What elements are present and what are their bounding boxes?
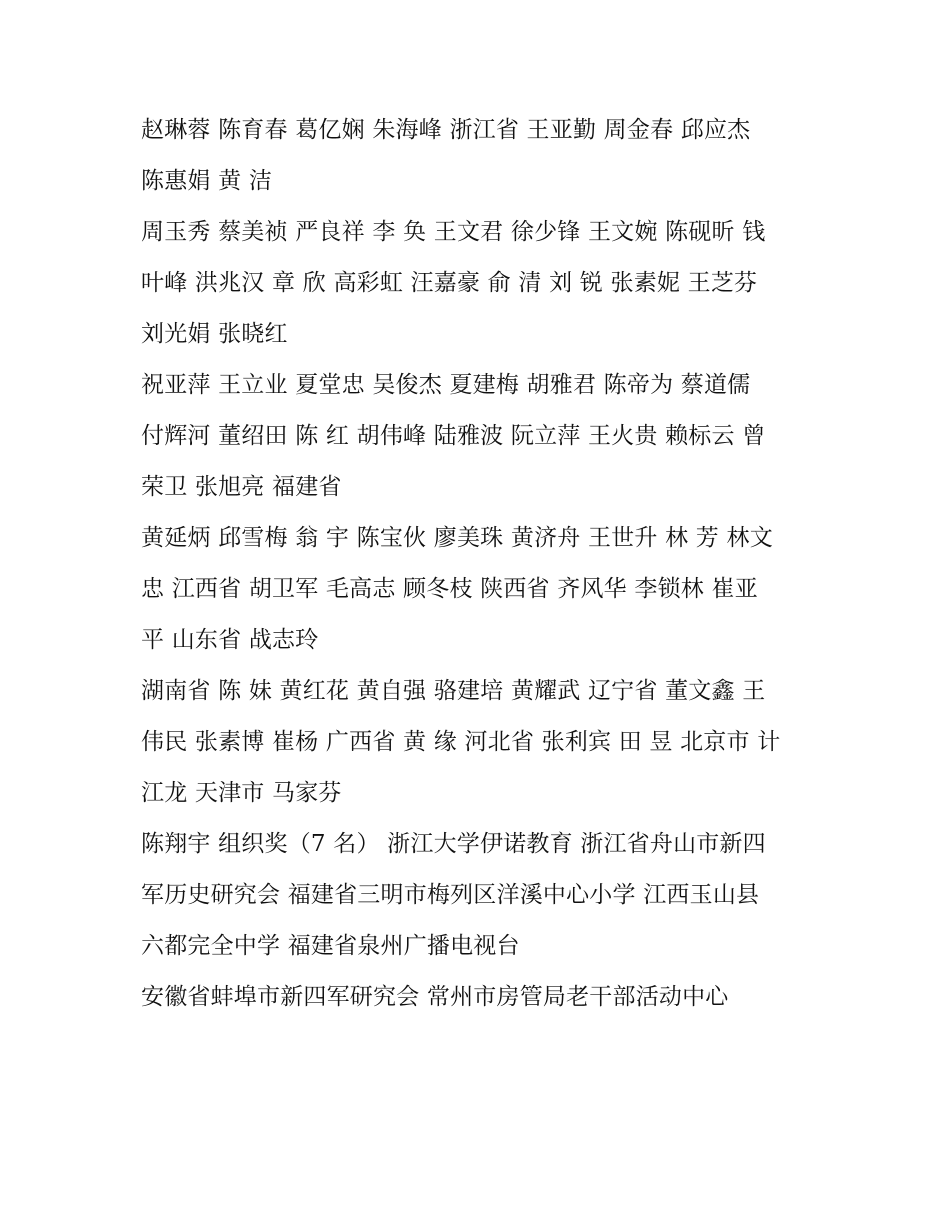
text-line-3: 周玉秀 蔡美祯 严良祥 李 奂 王文君 徐少锋 王文婉 陈砚昕 钱 <box>141 219 766 245</box>
text-line-14: 江龙 天津市 马家芬 <box>141 780 342 806</box>
document-body <box>141 111 821 1029</box>
text-line-5: 刘光娟 张晓红 <box>141 321 288 347</box>
text-line-2: 陈惠娟 黄 洁 <box>141 168 273 194</box>
text-line-16: 军历史研究会 福建省三明市梅列区洋溪中心小学 江西玉山县 <box>141 882 760 908</box>
text-line-7: 付辉河 董绍田 陈 红 胡伟峰 陆雅波 阮立萍 王火贵 赖标云 曾 <box>141 423 766 449</box>
text-line-4: 叶峰 洪兆汉 章 欣 高彩虹 汪嘉豪 俞 清 刘 锐 张素妮 王芝芬 <box>141 270 758 296</box>
text-line-18: 安徽省蚌埠市新四军研究会 常州市房管局老干部活动中心 <box>141 984 729 1010</box>
text-line-10: 忠 江西省 胡卫军 毛高志 顾冬枝 陕西省 齐风华 李锁林 崔亚 <box>141 576 758 602</box>
text-line-1: 赵琳蓉 陈育春 葛亿娴 朱海峰 浙江省 王亚勤 周金春 邱应杰 <box>141 117 751 143</box>
text-line-15: 陈翔宇 组织奖（7 名） 浙江大学伊诺教育 浙江省舟山市新四 <box>141 831 766 857</box>
text-line-11: 平 山东省 战志玲 <box>141 627 319 653</box>
text-line-6: 祝亚萍 王立业 夏堂忠 吴俊杰 夏建梅 胡雅君 陈帝为 蔡道儒 <box>141 372 751 398</box>
text-line-8: 荣卫 张旭亮 福建省 <box>141 474 342 500</box>
text-line-9: 黄延炳 邱雪梅 翁 宇 陈宝伙 廖美珠 黄济舟 王世升 林 芳 林文 <box>141 525 773 551</box>
text-line-12: 湖南省 陈 妹 黄红花 黄自强 骆建培 黄耀武 辽宁省 董文鑫 王 <box>141 678 766 704</box>
text-line-17: 六都完全中学 福建省泉州广播电视台 <box>141 933 520 959</box>
text-line-13: 伟民 张素博 崔杨 广西省 黄 缘 河北省 张利宾 田 昱 北京市 计 <box>141 729 781 755</box>
